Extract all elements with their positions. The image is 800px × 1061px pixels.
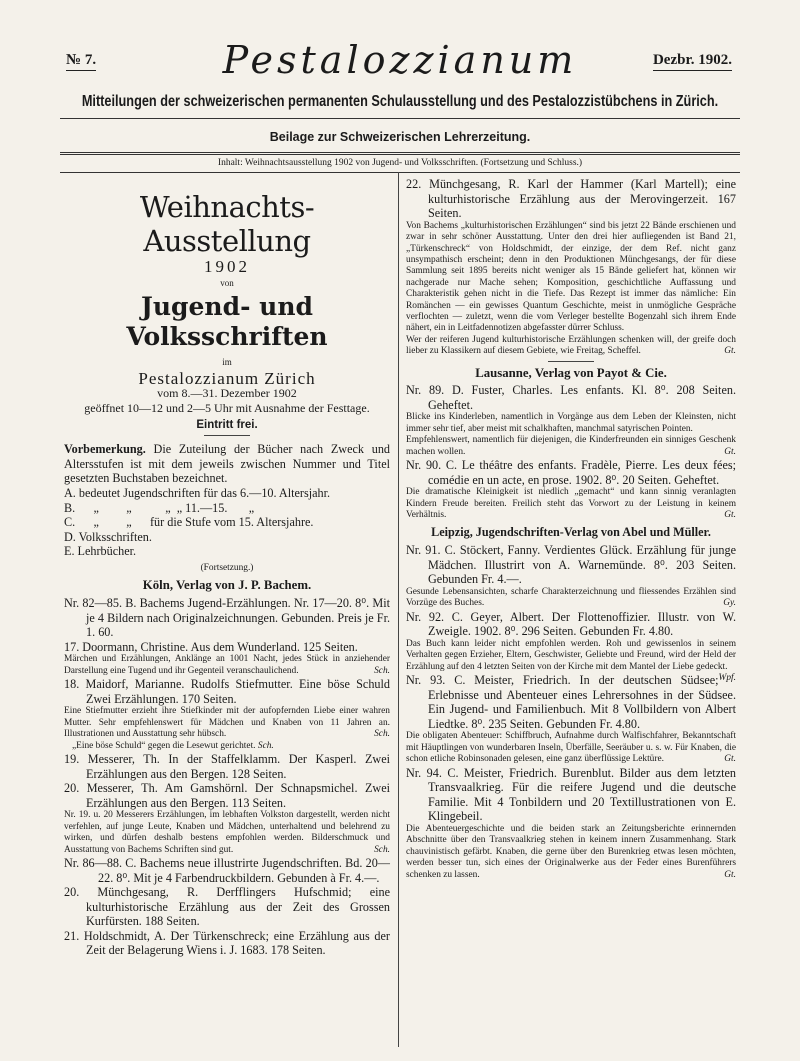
legend-c: C. „ „ für die Stufe vom 15. Altersjahre.: [64, 515, 314, 530]
review-19-20: [64, 810, 390, 856]
reviewer-signature: Sch.: [374, 729, 390, 740]
reviewer-signature: Gy.: [723, 598, 736, 609]
issue-number: № 7.: [66, 52, 96, 71]
review-text: „Eine böse Schuld“ gegen die Lesewut gerichtet.: [72, 740, 256, 751]
entry-17: 17. Doormann, Christine. Aus dem Wunderland. 125 Seiten.: [64, 639, 358, 654]
legend-a: A. bedeutet Jugendschriften für das 6.—10. Altersjahr.: [64, 485, 331, 500]
section-heading-leipzig: Leipzig, Jugendschriften-Verlag von Abel und Müller.: [431, 525, 711, 540]
exhibition-subject: Jugend- und Volksschriften: [126, 292, 328, 352]
exhibition-von: von: [220, 277, 234, 288]
section-heading-koeln: Köln, Verlag von J. P. Bachem.: [142, 578, 312, 593]
review-text: Wer der reiferen Jugend kulturhistorische Erzählungen schenken will, der greife doch lieber zu Klassikern auf diesem Gebiete, wie Freitag, Scheffel.: [406, 334, 736, 357]
review-94: [406, 824, 736, 881]
legend-e: E. Lehrbücher.: [64, 544, 137, 559]
entry-91: Nr. 91. C. Stöckert, Fanny. Verdientes Glück. Erzählung für junge Mädchen. Illustrirt von A. Warnemünde. 8⁰. 203 Seiten. Gebunden Fr. 4.—.: [406, 543, 736, 587]
exhibition-im: im: [222, 357, 232, 368]
review-92: [406, 638, 736, 684]
exhibition-dates: vom 8.—31. Dezember 1902: [157, 386, 297, 401]
preliminary-text: Die Zuteilung der Bücher nach Zweck und Altersstufen ist mit dem jeweils zwischen Nummer und Titel gesetzten Buchstaben bezeichnet.: [64, 442, 391, 486]
entry-90: Nr. 90. C. Le théâtre des enfants. Fradèle, Pierre. Les deux fées; comédie en un acte, en prose. 1902. 8⁰. 20 Seiten. Geheftet.: [406, 458, 736, 487]
divider-double: [60, 152, 740, 155]
entry-19: 19. Messerer, Th. In der Staffelklamm. Der Kasperl. Zwei Erzählungen aus den Bergen. 128 Seiten.: [64, 751, 390, 781]
legend-b: B. „ „ „ „ 11.—15. „: [64, 500, 255, 515]
reviewer-signature: Gt.: [724, 510, 736, 521]
entry-22: 22. Münchgesang, R. Karl der Hammer (Karl Martell); eine kulturhistorische Erzählung aus der Merovingerzeit. 167 Seiten.: [406, 177, 736, 221]
review-text: Die Abenteuergeschichte und die beiden stark an Zeitungsberichte erinnernden Abschnitte über den Transvaalkrieg stehen in keinem innern Zusammenhang. Stark chauvinistisch gefärbt. Knaben, die gerne über den Burenkrieg etwas lesen möchten, werden besser tun, sich eines der Originalwerke aus der Feder eines Burenführers schenken zu lassen.: [406, 824, 736, 880]
left-column: [64, 176, 390, 958]
supplement-note: Beilage zur Schweizerischen Lehrerzeitung.: [269, 130, 531, 144]
section-heading-lausanne: Lausanne, Verlag von Payot & Cie.: [475, 365, 667, 380]
entry-93: Nr. 93. C. Meister, Friedrich. In der deutschen Südsee; Erlebnisse und Abenteuer eines Lehrersohnes in der Südsee. Ein Jugend- und Familienbuch. Mit 8 Vollbildern von Albert Liedtke. 8⁰. 235 Seiten. Gebunden Fr. 4.80.: [406, 673, 736, 731]
reviewer-signature: Gt.: [724, 754, 736, 765]
review-22: Von Bachems „kulturhistorischen Erzählungen“ sind bis jetzt 22 Bände erschienen und zwar in sehr schöner Ausstattung. Unter den drei hier aufliegenden ist Band 21, „Türkenschreck“ von Holdschmidt, der einzige, der dem Ref. nicht ganz unsympathisch erscheint; denn in den Produktionen Münchgesangs, der für diese Sammlung seit 1895 bereits nicht weniger als 15 Bände geliefert hat, können wir nachgerade nur Mache sehen; Komposition, geschichtliche Auffassung und Charakteristik gehen nicht in die Tiefe. Das Rezept ist immer das nämliche: Ein Romänchen — ein gewisses Quantum Geschichte, meist in unmögliche Gespräche verflochten — zuletzt, wenn die vom Verleger bestellte Bogenzahl sich ihrem Ende nähert, ein in Leitfadennotizen abgefasster dürrer Schluss.: [406, 220, 736, 334]
entry-82-85: Nr. 82—85. B. Bachems Jugend-Erzählungen. Nr. 17—20. 8⁰. Mit je 4 Bildern nach Originalzeichnungen. Gebunden. Preis je Fr. 1. 60.: [64, 595, 390, 640]
reviewer-signature: Gt.: [724, 869, 736, 880]
entry-20-muenchgesang: 20. Münchgesang, R. Derfflingers Hufschmid; eine kulturhistorische Erzählung aus der Zeit des Grossen Kurfürsten. 188 Seiten.: [64, 885, 390, 929]
review-text: Die dramatische Kleinigkeit ist niedlich „gemacht“ und kann sinnig veranlagten Kindern Freude bereiten. Freilich steht das Vorwort zu der Leistung in keinem Verhältnis.: [406, 487, 736, 521]
entry-21: 21. Holdschmidt, A. Der Türkenschreck; eine Erzählung aus der Zeit der Belagerung Wiens i. J. 1683. 178 Seiten.: [64, 928, 390, 958]
review-18b: [64, 741, 390, 752]
preliminary-note: [64, 442, 390, 486]
entry-94: Nr. 94. C. Meister, Friedrich. Burenblut. Bilder aus dem letzten Transvaalkrieg. Für die reifere Jugend und die deutsche Familie. Mit 4 Tonbildern und 20 Textillustrationen von E. Klingebeil.: [406, 765, 736, 824]
review-17: [64, 654, 390, 677]
continuation-note: (Fortsetzung.): [200, 562, 254, 573]
masthead-title: Pestalozzianum: [222, 38, 578, 82]
review-22b: [406, 335, 736, 358]
divider: [60, 118, 740, 119]
entry-86-88: Nr. 86—88. C. Bachems neue illustrirte Jugendschriften. Bd. 20—22. 8⁰. Mit je 4 Farbendruckbildern. Gebunden à Fr. 4.—.: [64, 855, 390, 885]
review-text: Das Buch kann leider nicht empfohlen werden. Roh und gewissenlos in seinem Verhalten gegen Erzieher, Eltern, Geschwister, Geliebte und Freund, wird der Held der Erzählung auf den 4 letzten Seiten von der Kirche mit dem Mantel der Liebe gedeckt.: [406, 638, 736, 672]
reviewer-signature: Gt.: [724, 446, 736, 457]
preliminary-label: Vorbemerkung.: [64, 442, 146, 457]
divider-short: [204, 435, 250, 436]
masthead-subtitle: Mitteilungen der schweizerischen permanenten Schulausstellung und des Pestalozzistübchens in Zürich.: [81, 93, 719, 110]
divider-short: [548, 361, 594, 362]
entry-18: 18. Maidorf, Marianne. Rudolfs Stiefmutter. Eine böse Schuld Zwei Erzählungen. 170 Seiten.: [64, 677, 390, 706]
reviewer-signature: Sch.: [257, 740, 274, 751]
review-text: Empfehlenswert, namentlich für diejenigen, die Kinderfreunden ein sinniges Geschenk machen wollen.: [406, 435, 736, 457]
review-90: [406, 487, 736, 521]
reviewer-signature: Gt.: [724, 346, 736, 357]
exhibition-hours: geöffnet 10—12 und 2—5 Uhr mit Ausnahme der Festtage.: [84, 400, 370, 415]
review-text: Eine Stiefmutter erzieht ihre Stiefkinder mit der aufopfernden Liebe einer wahren Mutter. Sehr empfehlenswert für Mädchen und Knaben von 11 Jahren an. Illustrationen und Ausstattung sehr hübsch.: [64, 706, 390, 740]
review-text: Nr. 19. u. 20 Messerers Erzählungen, im lebhaften Volkston dargestellt, werden nicht verfehlen, auf junge Leute, Knaben und Mädchen, unterhaltend und belehrend zu wirken, und dürfen deshalb bestens empfohlen werden. Bilderschmuck und Ausstattung von Bachems Schriften sind gut.: [64, 810, 390, 855]
legend-d: D. Volksschriften.: [64, 529, 152, 544]
entry-89: Nr. 89. D. Fuster, Charles. Les enfants. Kl. 8⁰. 208 Seiten. Geheftet.: [406, 383, 736, 412]
admission-note: Eintritt frei.: [196, 418, 258, 431]
exhibition-year: 1902: [204, 257, 250, 276]
review-text: Die obligaten Abenteuer: Schiffbruch, Aufnahme durch Walfischfahrer, Bekanntschaft mit Häuptlingen von wunderbaren Inseln, Überfälle, Seeräuber u. s. w. Für Knaben, die schon etliche Robinsonaden gelesen, eine ganz überflüssige Lektüre.: [406, 731, 736, 765]
entry-20: 20. Messerer, Th. Am Gamshörnl. Der Schnapsmichel. Zwei Erzählungen aus den Bergen. 113 Seiten.: [64, 781, 390, 810]
reviewer-signature: Wpf.: [718, 673, 736, 684]
review-91: [406, 587, 736, 610]
issue-date: Dezbr. 1902.: [653, 52, 732, 71]
review-18: [64, 706, 390, 740]
review-93: [406, 731, 736, 765]
divider: [60, 172, 740, 173]
entry-92: Nr. 92. C. Geyer, Albert. Der Flottenoffizier. Illustr. von W. Zweigle. 1902. 8⁰. 296 Seiten. Gebunden Fr. 4.80.: [406, 609, 736, 639]
reviewer-signature: Sch.: [374, 665, 390, 676]
exhibition-place: Pestalozzianum Zürich: [138, 368, 316, 388]
right-column: [406, 177, 736, 881]
table-of-contents: Inhalt: Weihnachtsausstellung 1902 von Jugend- und Volksschriften. (Fortsetzung und Schluss.): [217, 158, 583, 168]
review-text: Märchen und Erzählungen, Anklänge an 1001 Nacht, jedes Stück in anziehender Darstellung eine Tugend und ihr Gegenteil veranschaulichend.: [64, 654, 390, 676]
exhibition-title: Weihnachts-Ausstellung: [139, 190, 315, 258]
review-89: Blicke ins Kinderleben, namentlich in Vorgänge aus dem Leben der Kleinsten, nicht immer sehr tief, aber meist mit schalkhaften, manchmal satyrischen Pointen.: [406, 412, 736, 434]
column-divider: [398, 172, 399, 1047]
review-89b: [406, 435, 736, 458]
review-text: Gesunde Lebensansichten, scharfe Charakterzeichnung und fliessendes Erzählen sind Vorzüge des Buches.: [406, 586, 736, 609]
reviewer-signature: Sch.: [374, 844, 390, 855]
